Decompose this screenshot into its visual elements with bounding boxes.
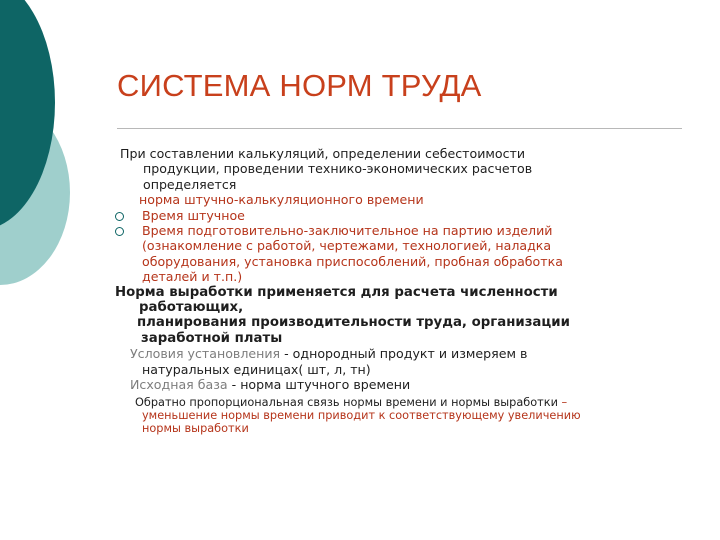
bullet-2-line-1: Время подготовительно-заключительное на партию изделий xyxy=(142,223,553,239)
bullet-circle-icon xyxy=(115,212,124,221)
inverse-dash: – xyxy=(557,395,568,409)
bullet-2-line-3: оборудования, установка приспособлений, пробная обработка xyxy=(142,253,563,269)
conditions-line-1 xyxy=(115,346,660,361)
norm-line-1: Норма выработки применяется для расчета численности xyxy=(115,284,558,300)
slide-title: СИСТЕМА НОРМ ТРУДА xyxy=(117,68,482,103)
intro-line-3: определяется xyxy=(143,176,237,192)
base-line xyxy=(115,377,660,392)
bullet-circle-icon xyxy=(115,227,124,236)
bullet-2-line-4: деталей и т.п.) xyxy=(142,269,243,285)
inverse-line-1 xyxy=(115,396,660,409)
inverse-block xyxy=(115,396,660,435)
slide-body xyxy=(115,146,660,435)
conditions-text: - однородный продукт и измеряем в xyxy=(280,346,528,362)
base-label: Исходная база xyxy=(130,377,228,393)
conditions-line-2: натуральных единицах( шт, л, тн) xyxy=(142,361,371,377)
intro-line-1: При составлении калькуляций, определении себестоимости xyxy=(120,146,526,161)
inverse-line-3: нормы выработки xyxy=(142,421,249,435)
norm-line-2: работающих, xyxy=(139,300,244,316)
conditions-label: Условия установления xyxy=(130,346,281,362)
norm-line-4: заработной платы xyxy=(141,330,283,346)
norm-line-3: планирования производительности труда, организации xyxy=(137,315,570,331)
intro-highlight: норма штучно-калькуляционного времени xyxy=(139,192,424,208)
title-divider xyxy=(117,128,682,129)
bullet-1-line-1: Время штучное xyxy=(142,207,245,223)
bullet-item-2 xyxy=(115,223,660,285)
intro-line-2: продукции, проведении технико-экономических расчетов xyxy=(143,161,533,177)
bullet-item-1 xyxy=(115,208,660,223)
inverse-text: Обратно пропорциональная связь нормы времени и нормы выработки xyxy=(135,395,558,409)
inverse-line-2: уменьшение нормы времени приводит к соответствующему увеличению xyxy=(142,408,581,422)
bullet-2-line-2: (ознакомление с работой, чертежами, технологией, наладка xyxy=(142,238,552,254)
base-text: - норма штучного времени xyxy=(227,377,411,393)
